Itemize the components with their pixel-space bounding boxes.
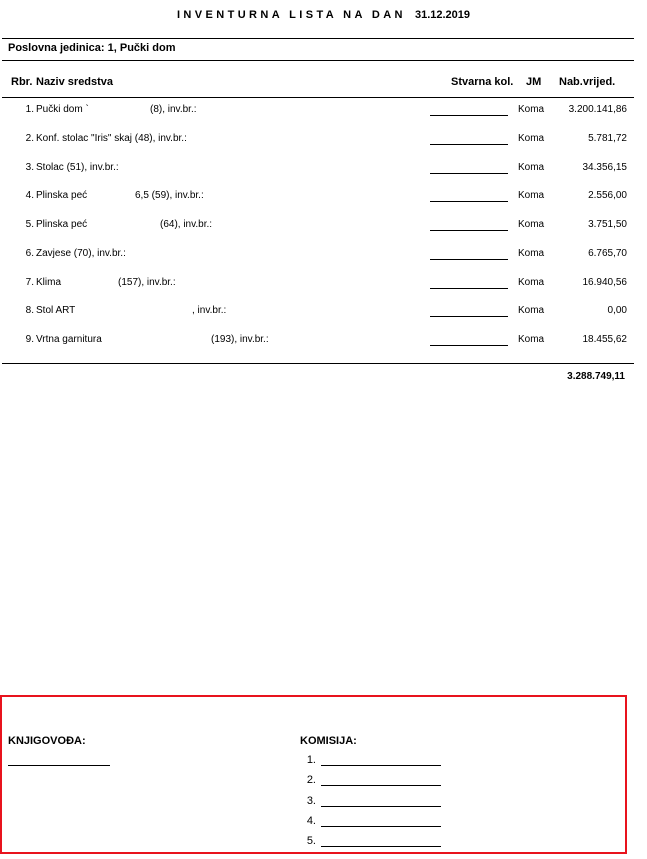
row-rbr: 5. <box>25 219 34 230</box>
row-unit: Koma <box>518 162 545 173</box>
commission-number: 5. <box>306 835 316 847</box>
row-name: Plinska peć <box>36 219 88 230</box>
row-unit: Koma <box>518 133 545 144</box>
row-rbr: 4. <box>25 190 34 201</box>
divider-header <box>2 97 634 98</box>
commission-number: 2. <box>306 774 316 786</box>
qty-blank[interactable] <box>430 345 508 346</box>
divider-top <box>2 38 634 39</box>
row-value: 5.781,72 <box>588 133 627 144</box>
row-rbr: 3. <box>25 162 34 173</box>
row-rbr: 9. <box>25 334 34 345</box>
row-value: 34.356,15 <box>582 162 627 173</box>
row-value: 2.556,00 <box>588 190 627 201</box>
commission-signature-line[interactable] <box>321 846 441 847</box>
row-name-suffix: (157), inv.br.: <box>118 277 176 288</box>
title-date: 31.12.2019 <box>414 9 471 21</box>
grand-total: 3.288.749,11 <box>567 371 625 382</box>
row-value: 18.455,62 <box>582 334 627 345</box>
commission-signature-line[interactable] <box>321 785 441 786</box>
qty-blank[interactable] <box>430 288 508 289</box>
row-value: 6.765,70 <box>588 248 627 259</box>
row-unit: Koma <box>518 305 545 316</box>
row-name: Stolac (51), inv.br.: <box>36 162 119 173</box>
row-rbr: 7. <box>25 277 34 288</box>
row-unit: Koma <box>518 334 545 345</box>
row-unit: Koma <box>518 248 545 259</box>
header-name: Naziv sredstva <box>36 76 114 88</box>
row-name: Stol ART <box>36 305 76 316</box>
qty-blank[interactable] <box>430 259 508 260</box>
row-name: Zavjese (70), inv.br.: <box>36 248 126 259</box>
divider-unit <box>2 60 634 61</box>
header-rbr: Rbr. <box>11 76 33 88</box>
divider-total <box>2 363 634 364</box>
title-text: INVENTURNA LISTA NA DAN <box>176 9 406 21</box>
qty-blank[interactable] <box>430 144 508 145</box>
row-unit: Koma <box>518 104 545 115</box>
accountant-signature-line[interactable] <box>8 765 110 766</box>
row-name-suffix: 6,5 (59), inv.br.: <box>135 190 204 201</box>
row-name: Plinska peć <box>36 190 88 201</box>
row-name-suffix: (64), inv.br.: <box>160 219 213 230</box>
row-name-suffix: , inv.br.: <box>192 305 227 316</box>
row-name: Vrtna garnitura <box>36 334 102 345</box>
row-name-suffix: (193), inv.br.: <box>211 334 269 345</box>
document-title <box>0 9 647 21</box>
row-unit: Koma <box>518 277 545 288</box>
row-rbr: 2. <box>25 133 34 144</box>
commission-number: 3. <box>306 795 316 807</box>
commission-signature-line[interactable] <box>321 806 441 807</box>
row-rbr: 6. <box>25 248 34 259</box>
qty-blank[interactable] <box>430 230 508 231</box>
header-qty: Stvarna kol. <box>451 76 514 88</box>
row-name: Konf. stolac "Iris" skaj (48), inv.br.: <box>36 133 187 144</box>
row-value: 0,00 <box>607 305 627 316</box>
commission-number: 1. <box>306 754 316 766</box>
row-rbr: 8. <box>25 305 34 316</box>
accountant-label: KNJIGOVOĐA: <box>8 735 86 747</box>
row-value: 16.940,56 <box>582 277 627 288</box>
row-rbr: 1. <box>25 104 34 115</box>
row-unit: Koma <box>518 219 545 230</box>
row-value: 3.200.141,86 <box>568 104 627 115</box>
row-value: 3.751,50 <box>588 219 627 230</box>
qty-blank[interactable] <box>430 173 508 174</box>
row-name: Pučki dom ` <box>36 104 89 115</box>
qty-blank[interactable] <box>430 115 508 116</box>
commission-signature-line[interactable] <box>321 765 441 766</box>
qty-blank[interactable] <box>430 316 508 317</box>
row-name: Klima <box>36 277 62 288</box>
commission-label: KOMISIJA: <box>300 735 357 747</box>
row-unit: Koma <box>518 190 545 201</box>
commission-number: 4. <box>306 815 316 827</box>
header-unit: JM <box>526 76 542 88</box>
qty-blank[interactable] <box>430 201 508 202</box>
header-value: Nab.vrijed. <box>559 76 616 88</box>
row-name-suffix: (8), inv.br.: <box>150 104 197 115</box>
commission-signature-line[interactable] <box>321 826 441 827</box>
business-unit: Poslovna jedinica: 1, Pučki dom <box>8 42 176 54</box>
